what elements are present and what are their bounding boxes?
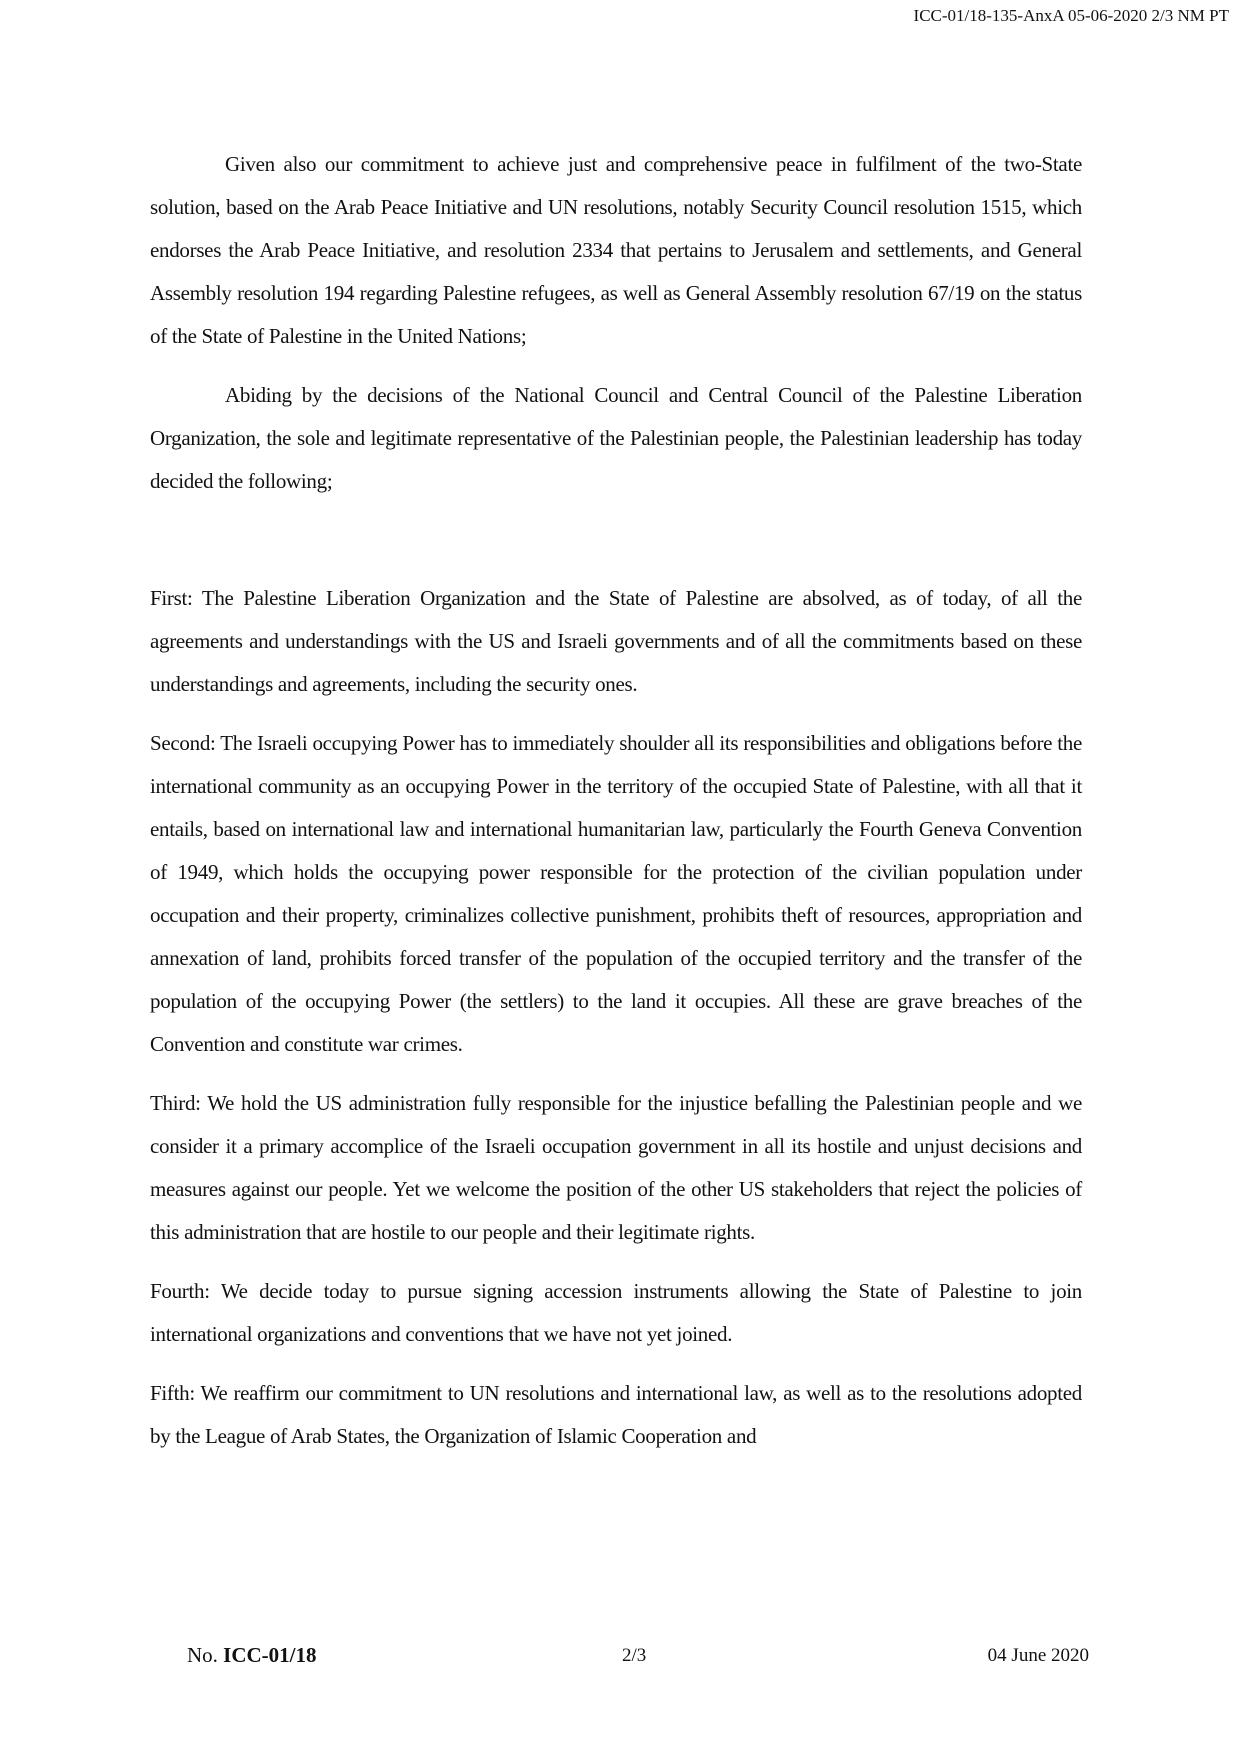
- spacer: [150, 519, 1082, 577]
- paragraph-third: Third: We hold the US administration fully responsible for the injustice befalling the Palestinian people and we consider it a primary accomplice of the Israeli occupation government in all its hostile and unjust decisions and measures against our people. Yet we welcome the position of the other US stakeholders that reject the policies of this administration that are hostile to our people and their legitimate rights.: [150, 1091, 1082, 1244]
- paragraph-first: First: The Palestine Liberation Organization and the State of Palestine are absolved, as of today, of all the agreements and understandings with the US and Israeli governments and of all the commitments based on these understandings and agreements, including the security ones.: [150, 586, 1082, 696]
- document-stamp: ICC-01/18-135-AnxA 05-06-2020 2/3 NM PT: [913, 6, 1229, 25]
- case-reference: [187, 1643, 317, 1668]
- case-number-prefix: No.: [187, 1643, 218, 1667]
- page-number: 2/3: [622, 1645, 647, 1666]
- case-number: ICC-01/18: [223, 1643, 317, 1667]
- paragraph-second: Second: The Israeli occupying Power has to immediately shoulder all its responsibilities and obligations before the international community as an occupying Power in the territory of the occupied State of Palestine, with all that it entails, based on international law and international humanitarian law, particularly the Fourth Geneva Convention of 1949, which holds the occupying power responsible for the protection of the civilian population under occupation and their property, criminalizes collective punishment, prohibits theft of resources, appropriation and annexation of land, prohibits forced transfer of the population of the occupied territory and the transfer of the population of the occupying Power (the settlers) to the land it occupies. All these are grave breaches of the Convention and constitute war crimes.: [150, 731, 1082, 1056]
- paragraph-fourth: Fourth: We decide today to pursue signing accession instruments allowing the State of Palestine to join international organizations and conventions that we have not yet joined.: [150, 1279, 1082, 1346]
- page-footer: [187, 1643, 1089, 1677]
- paragraph-given: Given also our commitment to achieve just and comprehensive peace in fulfilment of the two-State solution, based on the Arab Peace Initiative and UN resolutions, notably Security Council resolution 1515, which endorses the Arab Peace Initiative, and resolution 2334 that pertains to Jerusalem and settlements, and General Assembly resolution 194 regarding Palestine refugees, as well as General Assembly resolution 67/19 on the status of the State of Palestine in the United Nations;: [150, 152, 1082, 348]
- paragraph-abiding: Abiding by the decisions of the National Council and Central Council of the Palestine Liberation Organization, the sole and legitimate representative of the Palestinian people, the Palestinian leadership has today decided the following;: [150, 383, 1082, 493]
- document-date: 04 June 2020: [987, 1645, 1089, 1666]
- paragraph-fifth: Fifth: We reaffirm our commitment to UN resolutions and international law, as well as to the resolutions adopted by the League of Arab States, the Organization of Islamic Cooperation and: [150, 1381, 1082, 1448]
- document-body: [150, 143, 1082, 1474]
